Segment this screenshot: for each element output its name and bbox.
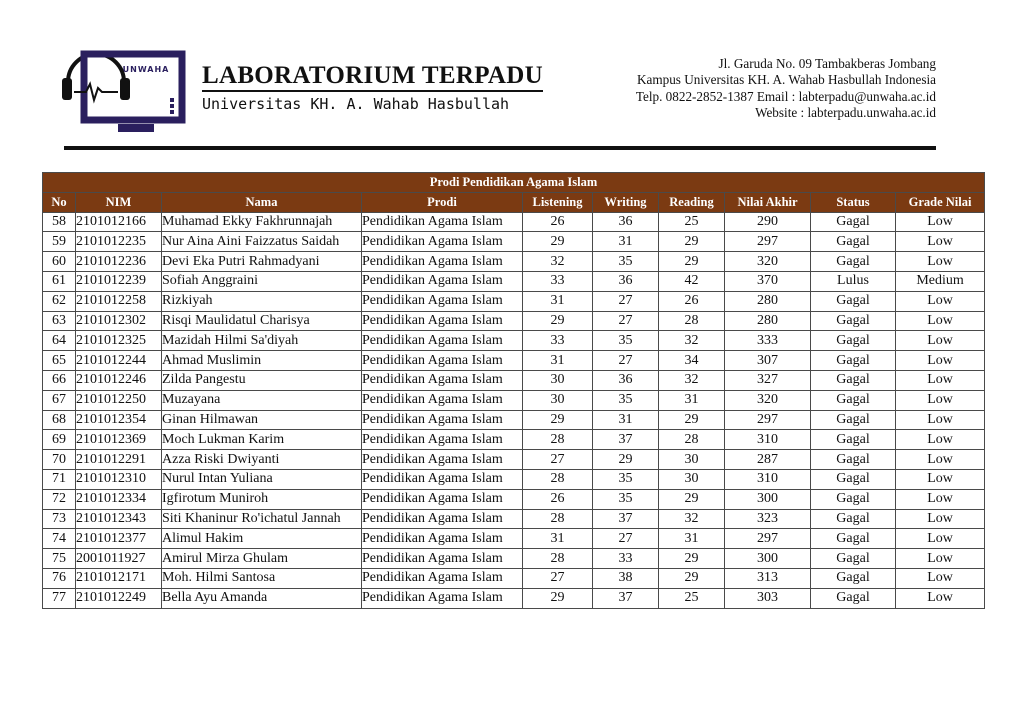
- cell-writing: 36: [593, 271, 659, 291]
- column-header-nilai-akhir: Nilai Akhir: [725, 192, 811, 212]
- column-header-status: Status: [811, 192, 896, 212]
- cell-nilai-akhir: 287: [725, 450, 811, 470]
- cell-reading: 32: [659, 370, 725, 390]
- cell-prodi: Pendidikan Agama Islam: [362, 311, 523, 331]
- cell-reading: 29: [659, 232, 725, 252]
- table-row: [43, 252, 985, 272]
- cell-writing: 29: [593, 450, 659, 470]
- cell-no: 76: [43, 568, 76, 588]
- cell-nama: Devi Eka Putri Rahmadyani: [162, 252, 362, 272]
- contact-address: Jl. Garuda No. 09 Tambakberas Jombang: [718, 56, 936, 71]
- cell-no: 59: [43, 232, 76, 252]
- cell-listening: 31: [523, 291, 593, 311]
- cell-writing: 35: [593, 489, 659, 509]
- cell-writing: 37: [593, 430, 659, 450]
- cell-listening: 31: [523, 529, 593, 549]
- cell-writing: 35: [593, 331, 659, 351]
- cell-nim: 2101012236: [76, 252, 162, 272]
- cell-writing: 27: [593, 351, 659, 371]
- cell-prodi: Pendidikan Agama Islam: [362, 588, 523, 608]
- table-body: [43, 212, 985, 608]
- cell-nilai-akhir: 297: [725, 232, 811, 252]
- cell-status: Gagal: [811, 212, 896, 232]
- cell-nim: 2101012334: [76, 489, 162, 509]
- cell-nim: 2101012235: [76, 232, 162, 252]
- cell-writing: 31: [593, 410, 659, 430]
- cell-nama: Alimul Hakim: [162, 529, 362, 549]
- cell-writing: 31: [593, 232, 659, 252]
- cell-nilai-akhir: 280: [725, 291, 811, 311]
- cell-nim: 2101012250: [76, 390, 162, 410]
- cell-status: Gagal: [811, 331, 896, 351]
- cell-writing: 27: [593, 311, 659, 331]
- cell-nilai-akhir: 320: [725, 252, 811, 272]
- cell-nama: Moh. Hilmi Santosa: [162, 568, 362, 588]
- cell-grade-nilai: Low: [896, 450, 985, 470]
- table-row: [43, 232, 985, 252]
- contact-info: [636, 56, 936, 122]
- cell-no: 60: [43, 252, 76, 272]
- cell-nim: 2101012325: [76, 331, 162, 351]
- cell-nim: 2101012244: [76, 351, 162, 371]
- institution-title-block: [202, 63, 543, 113]
- cell-no: 62: [43, 291, 76, 311]
- cell-nim: 2101012369: [76, 430, 162, 450]
- table-caption: Prodi Pendidikan Agama Islam: [43, 173, 985, 193]
- cell-nilai-akhir: 300: [725, 489, 811, 509]
- cell-listening: 27: [523, 568, 593, 588]
- cell-listening: 28: [523, 469, 593, 489]
- cell-reading: 32: [659, 509, 725, 529]
- header-divider: [64, 146, 936, 150]
- cell-grade-nilai: Low: [896, 331, 985, 351]
- cell-reading: 29: [659, 252, 725, 272]
- cell-writing: 36: [593, 370, 659, 390]
- cell-status: Gagal: [811, 568, 896, 588]
- cell-grade-nilai: Low: [896, 568, 985, 588]
- table-row: [43, 351, 985, 371]
- cell-nilai-akhir: 327: [725, 370, 811, 390]
- cell-nama: Zilda Pangestu: [162, 370, 362, 390]
- cell-nilai-akhir: 310: [725, 469, 811, 489]
- cell-no: 75: [43, 549, 76, 569]
- cell-listening: 30: [523, 390, 593, 410]
- table-row: [43, 370, 985, 390]
- cell-reading: 34: [659, 351, 725, 371]
- column-header-prodi: Prodi: [362, 192, 523, 212]
- cell-grade-nilai: Low: [896, 351, 985, 371]
- cell-status: Gagal: [811, 489, 896, 509]
- cell-reading: 28: [659, 430, 725, 450]
- cell-reading: 31: [659, 390, 725, 410]
- table-row: [43, 390, 985, 410]
- cell-prodi: Pendidikan Agama Islam: [362, 291, 523, 311]
- cell-nilai-akhir: 300: [725, 549, 811, 569]
- cell-nim: 2101012291: [76, 450, 162, 470]
- university-name: Universitas KH. A. Wahab Hasbullah: [202, 95, 510, 113]
- cell-nim: 2101012166: [76, 212, 162, 232]
- cell-listening: 31: [523, 351, 593, 371]
- table-row: [43, 430, 985, 450]
- cell-listening: 29: [523, 232, 593, 252]
- cell-prodi: Pendidikan Agama Islam: [362, 232, 523, 252]
- cell-prodi: Pendidikan Agama Islam: [362, 489, 523, 509]
- table-row: [43, 291, 985, 311]
- cell-grade-nilai: Low: [896, 549, 985, 569]
- table-header-row: [43, 192, 985, 212]
- cell-listening: 33: [523, 271, 593, 291]
- cell-nama: Siti Khaninur Ro'ichatul Jannah: [162, 509, 362, 529]
- cell-listening: 32: [523, 252, 593, 272]
- cell-nama: Risqi Maulidatul Charisya: [162, 311, 362, 331]
- cell-listening: 26: [523, 212, 593, 232]
- cell-reading: 25: [659, 588, 725, 608]
- cell-prodi: Pendidikan Agama Islam: [362, 370, 523, 390]
- cell-no: 70: [43, 450, 76, 470]
- table-row: [43, 549, 985, 569]
- cell-nim: 2101012354: [76, 410, 162, 430]
- cell-prodi: Pendidikan Agama Islam: [362, 252, 523, 272]
- cell-status: Gagal: [811, 588, 896, 608]
- cell-nama: Ginan Hilmawan: [162, 410, 362, 430]
- cell-nilai-akhir: 290: [725, 212, 811, 232]
- table-row: [43, 331, 985, 351]
- cell-nama: Amirul Mirza Ghulam: [162, 549, 362, 569]
- cell-nama: Nurul Intan Yuliana: [162, 469, 362, 489]
- cell-status: Gagal: [811, 291, 896, 311]
- cell-grade-nilai: Low: [896, 489, 985, 509]
- cell-no: 64: [43, 331, 76, 351]
- cell-no: 61: [43, 271, 76, 291]
- cell-nim: 2101012239: [76, 271, 162, 291]
- cell-nilai-akhir: 303: [725, 588, 811, 608]
- cell-listening: 29: [523, 588, 593, 608]
- cell-no: 63: [43, 311, 76, 331]
- cell-nama: Mazidah Hilmi Sa'diyah: [162, 331, 362, 351]
- cell-reading: 29: [659, 410, 725, 430]
- cell-writing: 33: [593, 549, 659, 569]
- cell-status: Gagal: [811, 450, 896, 470]
- cell-grade-nilai: Medium: [896, 271, 985, 291]
- cell-nim: 2101012310: [76, 469, 162, 489]
- table-row: [43, 311, 985, 331]
- table-row: [43, 212, 985, 232]
- table-row: [43, 568, 985, 588]
- cell-status: Gagal: [811, 430, 896, 450]
- column-header-listening: Listening: [523, 192, 593, 212]
- table-row: [43, 271, 985, 291]
- cell-nim: 2101012377: [76, 529, 162, 549]
- cell-writing: 35: [593, 469, 659, 489]
- cell-grade-nilai: Low: [896, 410, 985, 430]
- cell-nama: Nur Aina Aini Faizzatus Saidah: [162, 232, 362, 252]
- cell-reading: 25: [659, 212, 725, 232]
- table-row: [43, 529, 985, 549]
- cell-nilai-akhir: 323: [725, 509, 811, 529]
- cell-nim: 2101012258: [76, 291, 162, 311]
- cell-reading: 29: [659, 568, 725, 588]
- cell-grade-nilai: Low: [896, 529, 985, 549]
- cell-grade-nilai: Low: [896, 509, 985, 529]
- cell-nama: Muzayana: [162, 390, 362, 410]
- cell-status: Lulus: [811, 271, 896, 291]
- cell-writing: 27: [593, 529, 659, 549]
- cell-grade-nilai: Low: [896, 469, 985, 489]
- table-row: [43, 450, 985, 470]
- cell-grade-nilai: Low: [896, 588, 985, 608]
- cell-reading: 29: [659, 549, 725, 569]
- cell-status: Gagal: [811, 469, 896, 489]
- cell-nim: 2101012249: [76, 588, 162, 608]
- cell-nilai-akhir: 297: [725, 410, 811, 430]
- cell-grade-nilai: Low: [896, 291, 985, 311]
- column-header-no: No: [43, 192, 76, 212]
- logo-text: UNWAHA: [122, 65, 170, 74]
- cell-nama: Rizkiyah: [162, 291, 362, 311]
- cell-status: Gagal: [811, 529, 896, 549]
- cell-no: 77: [43, 588, 76, 608]
- cell-reading: 30: [659, 469, 725, 489]
- cell-no: 73: [43, 509, 76, 529]
- cell-reading: 26: [659, 291, 725, 311]
- cell-status: Gagal: [811, 390, 896, 410]
- cell-nilai-akhir: 333: [725, 331, 811, 351]
- cell-nama: Muhamad Ekky Fakhrunnajah: [162, 212, 362, 232]
- cell-no: 66: [43, 370, 76, 390]
- column-header-nim: NIM: [76, 192, 162, 212]
- cell-nim: 2101012343: [76, 509, 162, 529]
- cell-listening: 28: [523, 509, 593, 529]
- cell-no: 68: [43, 410, 76, 430]
- cell-listening: 26: [523, 489, 593, 509]
- contact-website: Website : labterpadu.unwaha.ac.id: [755, 105, 936, 121]
- cell-grade-nilai: Low: [896, 252, 985, 272]
- table-row: [43, 489, 985, 509]
- column-header-writing: Writing: [593, 192, 659, 212]
- cell-writing: 37: [593, 509, 659, 529]
- cell-grade-nilai: Low: [896, 232, 985, 252]
- cell-writing: 37: [593, 588, 659, 608]
- cell-nilai-akhir: 310: [725, 430, 811, 450]
- cell-nilai-akhir: 307: [725, 351, 811, 371]
- table-row: [43, 469, 985, 489]
- cell-nim: 2101012246: [76, 370, 162, 390]
- cell-nama: Azza Riski Dwiyanti: [162, 450, 362, 470]
- cell-nilai-akhir: 320: [725, 390, 811, 410]
- cell-listening: 28: [523, 549, 593, 569]
- cell-grade-nilai: Low: [896, 370, 985, 390]
- cell-prodi: Pendidikan Agama Islam: [362, 509, 523, 529]
- cell-listening: 30: [523, 370, 593, 390]
- cell-reading: 30: [659, 450, 725, 470]
- cell-nama: Ahmad Muslimin: [162, 351, 362, 371]
- cell-prodi: Pendidikan Agama Islam: [362, 529, 523, 549]
- contact-campus: Kampus Universitas KH. A. Wahab Hasbullah Indonesia: [636, 72, 936, 88]
- cell-status: Gagal: [811, 311, 896, 331]
- cell-grade-nilai: Low: [896, 390, 985, 410]
- cell-no: 72: [43, 489, 76, 509]
- cell-status: Gagal: [811, 232, 896, 252]
- cell-prodi: Pendidikan Agama Islam: [362, 568, 523, 588]
- cell-no: 65: [43, 351, 76, 371]
- cell-prodi: Pendidikan Agama Islam: [362, 212, 523, 232]
- cell-status: Gagal: [811, 549, 896, 569]
- cell-no: 67: [43, 390, 76, 410]
- cell-nilai-akhir: 297: [725, 529, 811, 549]
- cell-grade-nilai: Low: [896, 430, 985, 450]
- cell-writing: 35: [593, 390, 659, 410]
- column-header-reading: Reading: [659, 192, 725, 212]
- cell-writing: 38: [593, 568, 659, 588]
- cell-prodi: Pendidikan Agama Islam: [362, 271, 523, 291]
- cell-nama: Sofiah Anggraini: [162, 271, 362, 291]
- cell-listening: 28: [523, 430, 593, 450]
- cell-nilai-akhir: 370: [725, 271, 811, 291]
- column-header-nama: Nama: [162, 192, 362, 212]
- table-row: [43, 588, 985, 608]
- contact-phone-email: Telp. 0822-2852-1387 Email : labterpadu@unwaha.ac.id: [635, 88, 936, 104]
- cell-prodi: Pendidikan Agama Islam: [362, 390, 523, 410]
- cell-listening: 27: [523, 450, 593, 470]
- cell-prodi: Pendidikan Agama Islam: [362, 469, 523, 489]
- cell-nama: Igfirotum Muniroh: [162, 489, 362, 509]
- cell-status: Gagal: [811, 509, 896, 529]
- cell-status: Gagal: [811, 351, 896, 371]
- cell-nama: Moch Lukman Karim: [162, 430, 362, 450]
- results-table: [42, 172, 985, 609]
- cell-listening: 29: [523, 410, 593, 430]
- cell-no: 58: [43, 212, 76, 232]
- cell-reading: 32: [659, 331, 725, 351]
- cell-nilai-akhir: 280: [725, 311, 811, 331]
- lab-logo: [58, 40, 186, 136]
- cell-nim: 2101012302: [76, 311, 162, 331]
- cell-prodi: Pendidikan Agama Islam: [362, 331, 523, 351]
- cell-grade-nilai: Low: [896, 311, 985, 331]
- cell-nim: 2101012171: [76, 568, 162, 588]
- column-header-grade-nilai: Grade Nilai: [896, 192, 985, 212]
- cell-grade-nilai: Low: [896, 212, 985, 232]
- lab-title: LABORATORIUM TERPADU: [202, 63, 543, 92]
- cell-no: 69: [43, 430, 76, 450]
- cell-reading: 28: [659, 311, 725, 331]
- cell-prodi: Pendidikan Agama Islam: [362, 351, 523, 371]
- cell-reading: 42: [659, 271, 725, 291]
- cell-status: Gagal: [811, 410, 896, 430]
- table-row: [43, 509, 985, 529]
- table-row: [43, 410, 985, 430]
- cell-status: Gagal: [811, 370, 896, 390]
- cell-nilai-akhir: 313: [725, 568, 811, 588]
- cell-listening: 33: [523, 331, 593, 351]
- cell-status: Gagal: [811, 252, 896, 272]
- cell-nim: 2001011927: [76, 549, 162, 569]
- cell-listening: 29: [523, 311, 593, 331]
- cell-writing: 27: [593, 291, 659, 311]
- cell-prodi: Pendidikan Agama Islam: [362, 549, 523, 569]
- cell-writing: 36: [593, 212, 659, 232]
- cell-no: 74: [43, 529, 76, 549]
- cell-reading: 31: [659, 529, 725, 549]
- cell-writing: 35: [593, 252, 659, 272]
- cell-no: 71: [43, 469, 76, 489]
- cell-reading: 29: [659, 489, 725, 509]
- cell-prodi: Pendidikan Agama Islam: [362, 430, 523, 450]
- cell-prodi: Pendidikan Agama Islam: [362, 410, 523, 430]
- cell-nama: Bella Ayu Amanda: [162, 588, 362, 608]
- cell-prodi: Pendidikan Agama Islam: [362, 450, 523, 470]
